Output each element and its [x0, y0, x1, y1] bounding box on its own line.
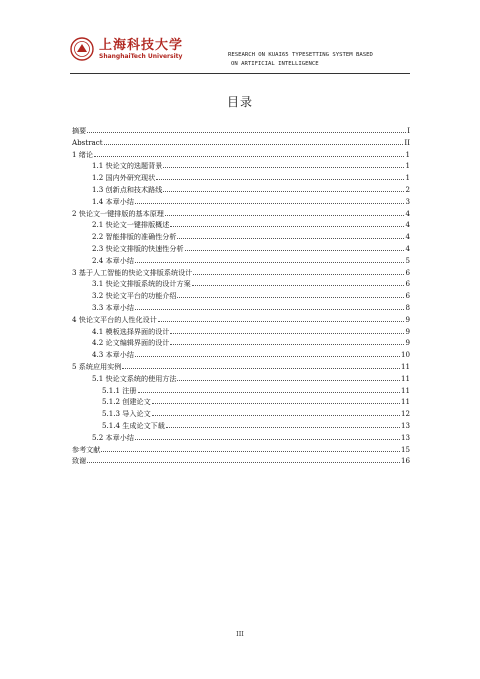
toc-leader-dots — [122, 368, 400, 369]
toc-entry-label: 4.3 本章小结 — [92, 350, 134, 360]
toc-entry-label: 1 绪论 — [72, 149, 93, 159]
toc-entry-page: 13 — [400, 420, 410, 430]
toc-leader-dots — [177, 238, 404, 239]
toc-entry[interactable] — [72, 137, 410, 149]
toc-entry-label: 5.2 本章小结 — [92, 432, 134, 442]
toc-leader-dots — [193, 274, 404, 275]
toc-leader-dots — [166, 427, 400, 428]
toc-entry[interactable] — [72, 361, 410, 373]
toc-entry-page: 11 — [400, 361, 410, 371]
toc-entry-page: 10 — [400, 350, 410, 360]
toc-entry-page: 1 — [405, 161, 410, 171]
toc-entry[interactable] — [72, 184, 410, 196]
toc-leader-dots — [158, 321, 405, 322]
toc-entry[interactable] — [72, 337, 410, 349]
toc-entry[interactable] — [72, 326, 410, 338]
toc-entry[interactable] — [72, 278, 410, 290]
toc-entry-label: 3.2 快论文平台的功能介绍 — [92, 291, 177, 301]
toc-leader-dots — [87, 462, 400, 463]
toc-entry-label: 5.1.1 注册 — [102, 385, 137, 395]
header-rule — [70, 73, 410, 74]
toc-entry[interactable] — [72, 314, 410, 326]
page-number: III — [236, 630, 244, 638]
toc-leader-dots — [177, 380, 399, 381]
toc-leader-dots — [170, 344, 404, 345]
table-of-contents — [72, 125, 410, 467]
toc-entry[interactable] — [72, 172, 410, 184]
toc-entry-label: 参考文献 — [72, 444, 101, 454]
toc-entry-page: 4 — [405, 243, 410, 253]
toc-entry-label: 2.3 快论文排版的快速性分析 — [92, 243, 184, 253]
toc-leader-dots — [185, 250, 405, 251]
toc-leader-dots — [135, 439, 400, 440]
toc-entry-page: 6 — [405, 291, 410, 301]
toc-entry-label: 3.1 快论文排版系统的设计方案 — [92, 279, 191, 289]
toc-entry-page: 1 — [405, 149, 410, 159]
running-header — [228, 51, 408, 69]
toc-entry-label: 2.2 智能排版的准确性分析 — [92, 232, 177, 242]
toc-entry[interactable] — [72, 432, 410, 444]
toc-leader-dots — [152, 415, 400, 416]
logo-english-name: ShanghaiTech University — [99, 52, 183, 60]
logo-chinese-name: 上海科技大学 — [99, 37, 184, 53]
running-header-line1: RESEARCH ON KUAI65 TYPESETTING SYSTEM BASED — [228, 52, 373, 58]
toc-entry-page: 11 — [400, 397, 410, 407]
toc-leader-dots — [156, 179, 404, 180]
toc-entry-page: 4 — [405, 232, 410, 242]
toc-entry-label: 5.1.3 导入论文 — [102, 409, 151, 419]
toc-entry-label: 5 系统应用实例 — [72, 361, 122, 371]
toc-entry-page: 5 — [405, 255, 410, 265]
toc-entry-label: 5.1 快论文系统的使用方法 — [92, 373, 177, 383]
toc-entry[interactable] — [72, 149, 410, 161]
running-header-line2: ON ARTIFICIAL INTELLIGENCE — [231, 61, 319, 67]
toc-entry-label: 1.4 本章小结 — [92, 196, 134, 206]
toc-entry-page: 15 — [400, 444, 410, 454]
toc-leader-dots — [152, 403, 400, 404]
toc-entry-label: 摘要 — [72, 126, 87, 135]
toc-leader-dots — [135, 203, 405, 204]
toc-entry[interactable] — [72, 196, 410, 208]
toc-entry-label: 2.1 快论文一键排版概述 — [92, 220, 170, 230]
toc-entry-label: 1.1 快论文的选题背景 — [92, 161, 163, 171]
toc-entry[interactable] — [72, 125, 410, 137]
toc-entry-page: 16 — [400, 456, 410, 466]
toc-entry-page: 4 — [405, 208, 410, 218]
toc-leader-dots — [177, 297, 404, 298]
page-title: 目录 — [226, 95, 253, 109]
toc-entry-page: 1 — [405, 173, 410, 183]
toc-entry[interactable] — [72, 302, 410, 314]
toc-leader-dots — [192, 285, 405, 286]
toc-leader-dots — [170, 333, 404, 334]
university-logo — [70, 36, 230, 62]
toc-entry-page: 13 — [400, 432, 410, 442]
toc-entry[interactable] — [72, 231, 410, 243]
toc-entry[interactable] — [72, 255, 410, 267]
toc-entry[interactable] — [72, 267, 410, 279]
toc-entry-page: 11 — [400, 385, 410, 395]
toc-entry-page: 9 — [405, 326, 410, 336]
toc-leader-dots — [170, 226, 404, 227]
toc-entry-page: 9 — [405, 314, 410, 324]
toc-leader-dots — [101, 451, 400, 452]
toc-entry[interactable] — [72, 385, 410, 397]
toc-entry-page: 3 — [405, 196, 410, 206]
toc-entry[interactable] — [72, 208, 410, 220]
toc-entry-label: 致谢 — [72, 456, 87, 466]
toc-entry[interactable] — [72, 455, 410, 467]
toc-entry-page: 8 — [405, 302, 410, 312]
toc-entry-page: 2 — [405, 184, 410, 194]
toc-entry-label: 1.3 创新点和技术路线 — [92, 184, 163, 194]
toc-leader-dots — [87, 132, 406, 133]
toc-leader-dots — [135, 356, 400, 357]
toc-entry-label: 2.4 本章小结 — [92, 255, 134, 265]
toc-entry[interactable] — [72, 420, 410, 432]
toc-entry-page: 6 — [405, 279, 410, 289]
toc-leader-dots — [104, 144, 404, 145]
toc-entry-page: 12 — [400, 409, 410, 419]
toc-entry[interactable] — [72, 290, 410, 302]
toc-leader-dots — [135, 262, 405, 263]
toc-entry-page: I — [407, 126, 410, 135]
toc-leader-dots — [165, 215, 405, 216]
toc-entry-label: Abstract — [72, 137, 103, 147]
toc-entry-label: 5.1.2 创建论文 — [102, 397, 151, 407]
toc-entry-label: 4 快论文平台的人性化设计 — [72, 314, 157, 324]
toc-entry-label: 1.2 国内外研究现状 — [92, 173, 156, 183]
toc-entry[interactable] — [72, 408, 410, 420]
toc-entry[interactable] — [72, 373, 410, 385]
toc-entry[interactable] — [72, 444, 410, 456]
toc-leader-dots — [163, 191, 404, 192]
toc-entry-label: 4.1 模板选择界面的设计 — [92, 326, 170, 336]
toc-entry-page: 9 — [405, 338, 410, 348]
toc-leader-dots — [135, 309, 405, 310]
toc-entry[interactable] — [72, 160, 410, 172]
toc-entry-label: 5.1.4 生成论文下载 — [102, 420, 165, 430]
toc-leader-dots — [94, 156, 405, 157]
toc-entry[interactable] — [72, 219, 410, 231]
toc-entry-label: 3.3 本章小结 — [92, 302, 134, 312]
toc-entry-label: 2 快论文一键排版的基本原理 — [72, 208, 164, 218]
toc-entry-label: 4.2 论文编辑界面的设计 — [92, 338, 170, 348]
toc-leader-dots — [138, 392, 400, 393]
toc-entry[interactable] — [72, 396, 410, 408]
toc-entry-page: II — [404, 137, 410, 147]
toc-leader-dots — [163, 167, 404, 168]
toc-entry[interactable] — [72, 243, 410, 255]
toc-entry-page: 11 — [400, 373, 410, 383]
toc-entry-page: 6 — [405, 267, 410, 277]
toc-entry[interactable] — [72, 349, 410, 361]
toc-entry-label: 3 基于人工智能的快论文排版系统设计 — [72, 267, 193, 277]
university-seal-icon — [70, 37, 94, 61]
toc-entry-page: 4 — [405, 220, 410, 230]
